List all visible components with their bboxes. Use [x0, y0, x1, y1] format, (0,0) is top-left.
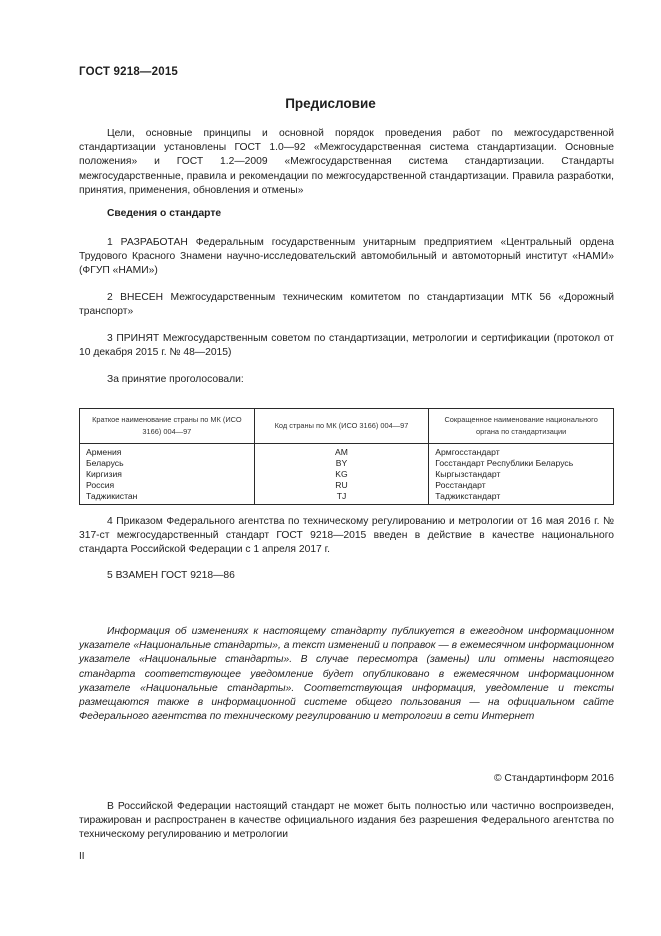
vote-label: За принятие проголосовали: — [107, 374, 244, 385]
standard-code-header: ГОСТ 9218—2015 — [79, 66, 179, 78]
header-national-body: Сокращенное наименование национального органа по стандартизации — [429, 409, 614, 444]
header-country-code: Код страны по МК (ИСО 3166) 004—97 — [254, 409, 429, 444]
country-code-cell: BY — [254, 458, 429, 469]
country-code-cell: AM — [254, 444, 429, 459]
copyright-notice: © Стандартинформ 2016 — [493, 773, 614, 784]
information-note: Информация об изменениях к настоящему стандарту публикуется в ежегодном информационном указателе «Национальные стандарты», а текст изменений и поправок — в ежемесячном информационном указателе «Национальные стандарты». В случае пересмотра (замены) или отмены настоящего стандарта соответствующее уведомление будет опубликовано в ежемесячном информационном указателе «Национальные стандарты». Соответствующая информация, уведомление и тексты размещаются также в информационной системе общего пользования — на официальном сайте Федерального агентства по техническому регулированию и метрологии в сети Интернет — [79, 626, 614, 723]
voting-table — [79, 408, 614, 505]
item-5-paragraph: 5 ВЗАМЕН ГОСТ 9218—86 — [107, 570, 235, 581]
page-number: II — [79, 851, 85, 862]
country-name-cell: Киргизия — [80, 469, 255, 480]
header-country-name: Краткое наименование страны по МК (ИСО 3166) 004—97 — [80, 409, 255, 444]
country-code-cell: KG — [254, 469, 429, 480]
page-title: Предисловие — [285, 96, 376, 111]
table-header-row — [80, 409, 614, 444]
item-2-paragraph: 2 ВНЕСЕН Межгосударственным техническим комитетом по стандартизации МТК 56 «Дорожный транспорт» — [79, 292, 614, 318]
country-name-cell: Таджикистан — [80, 491, 255, 505]
section-heading: Сведения о стандарте — [107, 208, 222, 219]
table-row — [80, 491, 614, 505]
reproduction-rights-note: В Российской Федерации настоящий стандарт не может быть полностью или частично воспроизведен, тиражирован и распространен в качестве официального издания без разрешения Федерального агентства по техническому регулированию и метрологии — [79, 801, 614, 841]
country-code-cell: TJ — [254, 491, 429, 505]
national-body-cell: Росстандарт — [429, 480, 614, 491]
item-4-paragraph: 4 Приказом Федерального агентства по техническому регулированию и метрологии от 16 мая 2016 г. № 317-ст межгосударственный стандарт ГОСТ 9218—2015 введен в действие в качестве национального стандарта Российской Федерации с 1 апреля 2017 г. — [79, 516, 614, 556]
national-body-cell: Армгосстандарт — [429, 444, 614, 459]
country-name-cell: Армения — [80, 444, 255, 459]
country-name-cell: Беларусь — [80, 458, 255, 469]
national-body-cell: Таджикстандарт — [429, 491, 614, 505]
item-1-paragraph: 1 РАЗРАБОТАН Федеральным государственным унитарным предприятием «Центральный ордена Трудового Красного Знамени научно-исследовательский автомобильный и автомоторный институт «НАМИ» (ФГУП «НАМИ») — [79, 237, 614, 277]
item-3-paragraph: 3 ПРИНЯТ Межгосударственным советом по стандартизации, метрологии и сертификации (протокол от 10 декабря 2015 г. № 48—2015) — [79, 333, 614, 359]
national-body-cell: Кыргызстандарт — [429, 469, 614, 480]
table-row — [80, 469, 614, 480]
table-row — [80, 480, 614, 491]
country-code-cell: RU — [254, 480, 429, 491]
table-row — [80, 444, 614, 459]
country-name-cell: Россия — [80, 480, 255, 491]
intro-paragraph: Цели, основные принципы и основной порядок проведения работ по межгосударственной стандартизации установлены ГОСТ 1.0—92 «Межгосударственная система стандартизации. Основные положения» и ГОСТ 1.2—2009 «Межгосударственная система стандартизации. Стандарты межгосударственные, правила и рекомендации по межгосударственной стандартизации. Правила разработки, принятия, применения, обновления и отмены» — [79, 128, 614, 196]
national-body-cell: Госстандарт Республики Беларусь — [429, 458, 614, 469]
table-row — [80, 458, 614, 469]
